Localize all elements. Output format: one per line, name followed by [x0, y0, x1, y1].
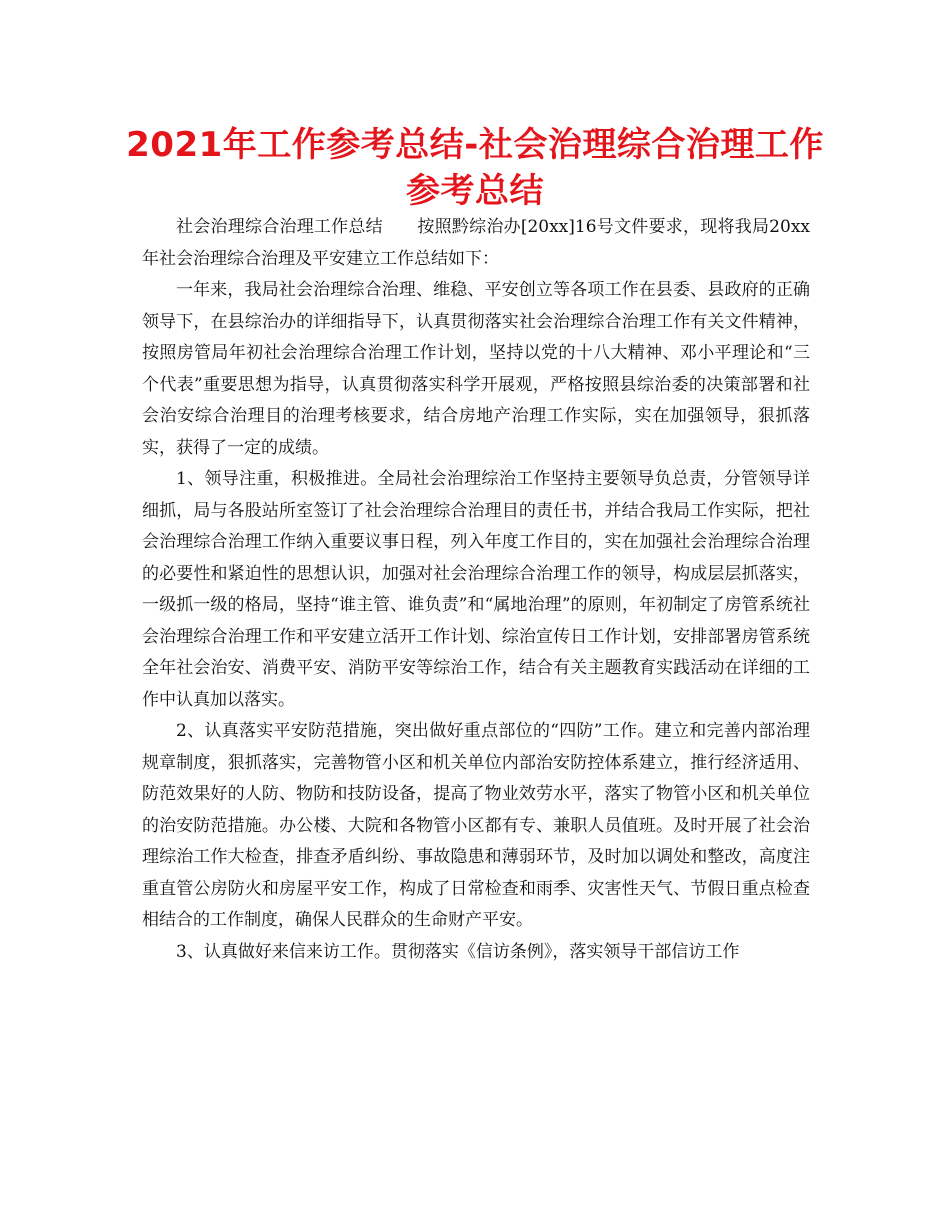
paragraph-item-3: 3、认真做好来信来访工作。贯彻落实《信访条例》，落实领导干部信访工作 — [176, 941, 740, 962]
paragraph-overview: 一年来，我局社会治理综合治理、维稳、平安创立等各项工作在县委、县政府的正确领导下，在县综治办的详细指导下，认真贯彻落实社会治理综合治理工作有关文件精神，按照房管局年初社会治理综合治理工作计划，坚持以党的十八大精神、邓小平理论和“三个代表”重要思想为指导，认真贯彻落实科学开展观，严格按照县综治委的决策部署和社会治安综合治理目的治理考核要求，结合房地产治理工作实际，实在加强领导，狠抓落实，获得了一定的成绩。 — [142, 280, 810, 458]
document-title: 2021年工作参考总结-社会治理综合治理工作参考总结 — [126, 125, 824, 211]
paragraph-item-2: 2、认真落实平安防范措施，突出做好重点部位的“四防”工作。建立和完善内部治理规章制度，狠抓落实，完善物管小区和机关单位内部治安防控体系建立，推行经济适用、防范效果好的人防、物防和技防设备，提高了物业效劳水平，落实了物管小区和机关单位的治安防范措施。办公楼、大院和各物管小区都有专、兼职人员值班。及时开展了社会治理综治工作大检查，排查矛盾纠纷、事故隐患和薄弱环节，及时加以调处和整改，高度注重直管公房防火和房屋平安工作，构成了日常检查和雨季、灾害性天气、节假日重点检查相结合的工作制度，确保人民群众的生命财产平安。 — [142, 721, 810, 930]
paragraph-intro: 社会治理综合治理工作总结 按照黔综治办[20xx]16号文件要求，现将我局20xx年社会治理综合治理及平安建立工作总结如下： — [142, 217, 810, 269]
document-body — [142, 212, 810, 968]
paragraph-item-1: 1、领导注重，积极推进。全局社会治理综治工作坚持主要领导负总责，分管领导详细抓，局与各股站所室签订了社会治理综合治理目的责任书，并结合我局工作实际，把社会治理综合治理工作纳入重要议事日程，列入年度工作目的，实在加强社会治理综合治理的必要性和紧迫性的思想认识，加强对社会治理综合治理工作的领导，构成层层抓落实，一级抓一级的格局，坚持“谁主管、谁负责”和“属地治理”的原则，年初制定了房管系统社会治理综合治理工作和平安建立活开工作计划、综治宣传日工作计划，安排部署房管系统全年社会治安、消费平安、消防平安等综治工作，结合有关主题教育实践活动在详细的工作中认真加以落实。 — [142, 469, 810, 710]
